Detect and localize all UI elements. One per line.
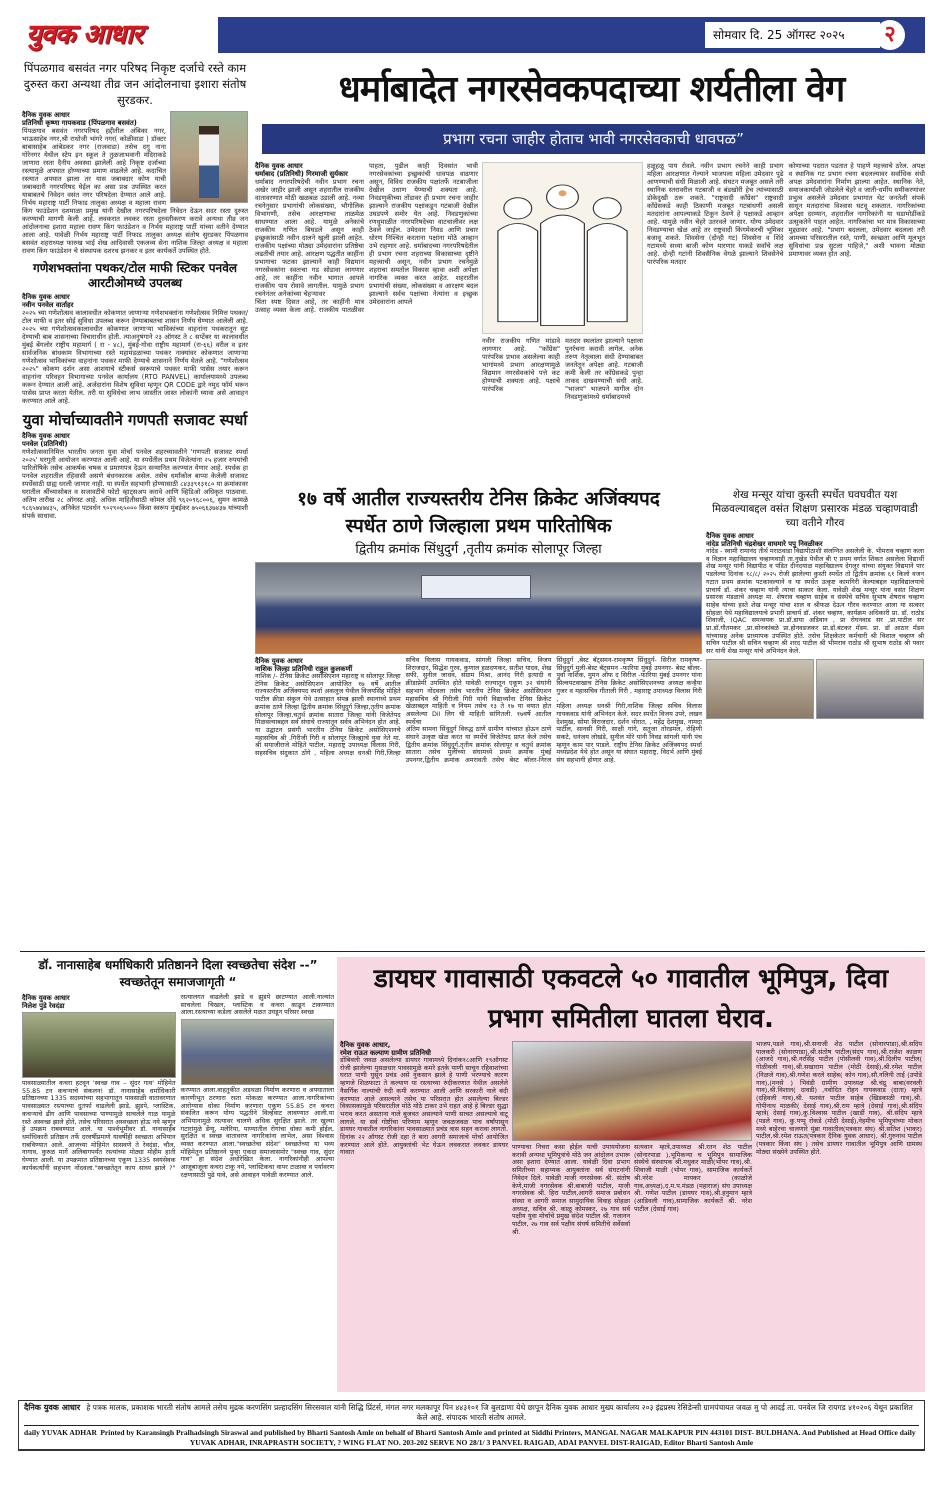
imprint-row-marathi: [24, 1403, 919, 1423]
kusti-headline: शेख मन्सूर यांचा कुस्ती स्पर्धेत घवघवीत यश मिळवल्याबद्दल वसंत शिक्षण प्रसारक मंडळ चव्हाणवाडी च्या वतीने गौरव: [712, 489, 918, 529]
lead-subhead: प्रभाग रचना जाहीर होताच भावी नगरसेवकाची धावपळ”: [262, 124, 925, 154]
section-divider: [20, 951, 925, 952]
swachh-photo-left: [22, 1012, 176, 1078]
dayghar-article-panel: [337, 957, 925, 1392]
lead-reporter: धर्माबाद (प्रतिनिधी) गिरमाजी सुर्यकार: [255, 170, 348, 178]
article-toll-headline: गणेशभक्तांना पथकर/टोल माफी स्टिकर पनवेल आरटीओमध्ये उपलब्ध: [32, 261, 238, 290]
dayghar-middle: [512, 1041, 752, 1236]
lead-byline: दैनिक युवक आधार: [255, 162, 303, 170]
tennis-team-photo: [255, 562, 702, 654]
lead-cartoon: [482, 162, 643, 334]
article-pimpalgaon-photo: [170, 111, 248, 203]
lead-column-1: धर्माबाद नगरपरिषदेची नवीन प्रभाग रचना अखेर जाहीर झाली असून शहरातील राजकीय वातावरणात मोठी खळबळ उडाली आहे. नव्या रचनेनुसार प्रभागांची लोकसंख्या, भौगोलिक विभागणी, तसेच आरक्षणाचा ताळमेळ साधण्यात आला आहे. यामुळे अनेकांचे राजकीय गणित बिघडले असून काही इच्छुकांसाठी नवीन दालने खुली झाली आहेत. राजकीय पक्षांच्या मोठ्या उमेदवारांना प्रतिष्ठेचा लढतीची तयार आहे. आरक्षण पद्धतीत काहींना प्रभागाचा फटका झाल्याने काही विद्यमान नगरसेवकांना स्वतःचा गड सोडावा लागणार आहे, तर काहींना नवीन भागात आपले राजकीय पाय रोवावे लागतील. यामुळे प्रभाग रचनेनंतर अनेकांच्या चेहऱ्यावर: [255, 178, 364, 298]
dayghar-left: [340, 1041, 508, 1236]
lead-cartoon-column: [482, 162, 643, 401]
article-pimpalgaon-reporter: प्रतिनिधी कृष्णा गायकवाड (पिंपळगाव बसवंत): [22, 119, 137, 127]
tennis-column-1: नाशिक /- टेनिस क्रिकेट असोसिएशन महाराष्ट्र व सोलापूर जिल्हा टेनिस क्रिकेट असोसिएशन आयोजित १७ वर्षे आतील राज्यस्तरीय अजिंक्यपद स्पर्धा अकलूज येथील विजयसिंह मोहिते पाटील क्रीडा संकुल येथे उत्साहात संपन्न झाली स्थानाध्ये प्रथम क्रमांक ठाणे जिल्हा द्वितीय क्रमांक सिंधुदुर्ग जिल्हा,तृतीय क्रमांक सोलापूर जिल्हा,चतुर्थ क्रमांक सातारा जिल्हा यांनी विजेतेपद मिळवल्याबद्दल सर्व संघाचे राज्यातून सर्वत्र अभिनंदन होत आहे. या उद्घाटन प्रसंगी भारतीय टेनिस क्रिकेट असोसिएशनचे महासचिव श्री .गिरीजी गिरी व सोलापूर जिल्ह्याचे युवा नेते मा. श्री सयाजीराजे मोहिते पाटील, महाराष्ट्र उपाध्यक्ष विलास गिरी, सहसचिव संदुकात ठोंगे , महिला अध्यक्ष धनश्री गिरी,जिल्हा सचिव विलास गायकवाड, सांगली जिल्हा सचिव, विजय शिराजदार, सिद्धेश गुरव, कुणाल हळदणकर, सतीश यादव, शेख सफी, सुनील जाधव, संग्राम मिश्रा, आनंद गिरी इत्यादी व क्रीडाप्रेमी उपस्थित होते यावेळी राज्यातून एकूण ३२ संघांनी सहभाग नोंदवला तसेच भारतीय टेनिस क्रिकेट असोसिएशन महासचिव श्री गिरीजी गिरी यांनी विद्यार्थ्यांना टेनिस क्रिकेट खेळाबद्दल माहिती व नियम तसेच १३ ते १७ या वयात होत असलेल्या Dil लिग ची माहिती सांगितली. १७वर्षे आतील स्पर्धेचा: [255, 656, 552, 758]
lead-headline: धर्माबादेत नगरसेवकपदाच्या शर्यतीला वेग: [338, 69, 845, 110]
kusti-photo-right: [816, 659, 924, 719]
lead-column-3: नवीन राजकीय गणित मांडावे लागणार आहे. "कॉंग्रेस" पारंपरिक प्रभाव असलेल्या काही भागांमध्ये प्रभाग आरक्षणामुळे विद्यमान नगरसेवकांचे पत्ते कट होण्याची शक्यता आहे. पक्षाचे पारंपरिक: [482, 337, 560, 393]
imprint-text-english: Printed by Karansingh Pralhadsingh Siraswal and published by Bharti Santosh Amle on behalf of Bharti Santosh Amle and printed at Siddhi Printers, MANGAL NAGAR MALKAPUR PIN 443101 DIST- BULDHANA. And Published at Head Office daily YUVAK ADHAR, INRAPRASTH SOCIETY, ? WING FLAT NO. 203-202 SERVE NO 28/1/ 3 PANVEL RAIGAD, ADAI PANVEL DIST-RAIGAD, Editor Bharti Santosh Amle: [100, 1428, 916, 1447]
article-toll-body: २०२५ च्या गणेशोत्सव कालावधीत कोकणात जाणाऱ्या गणेशभक्तांना गणेशोत्सव निमित्त पथकर/टोल माफी व इतर सोई सुविधा उपलब्ध करून देण्याबाबतचा शासन निर्णय घेण्यात आलेली आहे. २०२५ च्या गणेशोत्सवकालावधीत कोकणात जाणाऱ्या भाविकांच्या वाहनांना पथकरातून सूट देण्याची बाब शासनाच्या विचाराधीन होती. त्याअनुषंगाने २३ ऑगस्ट ते ८ सप्टेंबर या कालावधीत मुंबई बेंगलोर राष्ट्रीय महामार्ग ( रा - ४८), मुंबई-गोवा राष्ट्रीय महामार्ग (रा-६६) वरील व इतर सार्वजनिक बांधकाम विभागाच्या रस्ते महामंडळाच्या पथकर नाक्यांवर कोकणात जाणाऱ्या गणेशोत्सव भाविकांच्या वाहनांना पथकर माफी देण्याचे शासनाने निर्णय घेतले आहे. "गणेशोत्सव २०२५" कोकण दर्शन असा आशयाचे स्टीकर्स स्वरूपाचे पथकर माफी पासेस तयार करून वाहनांना परिवहन विभागाच्या पनवेल कार्यालय (RTO PANVEL) कार्यालयामध्ये उपलब्ध करून देण्यात आली आहे. अर्जदारांना विशेष सुविधा म्हणून QR CODE द्वारे नमुद फॉर्म भरून पासेस प्राप्त करता येतील. तरी या सुविधेचा लाभ जास्तीत जास्त लोकांनी घ्यावा असे आवाहन करण्यात आले आहे.: [22, 309, 248, 405]
issue-date: सोमवार दि. 25 ऑगस्ट २०२५: [705, 22, 880, 48]
dayghar-body: [340, 1041, 922, 1236]
lead-column-5: कोणाच्या पदरात पडतात हे पाहणे महत्त्वाचे ठरेल. अपक्ष व स्थानिक गट प्रभाग रचना बदलल्यावर सर्वाधिक संधी अपक्ष उमेदवारांना निर्माण झाल्या आहेत. स्थानिक नेते, समाजकार्याशी जोडलेले चेहरे व जाती-धर्मीय समीकरणांवर प्रभुत्व असलेले उमेदवार प्रभागात थेट जनतेशी संपर्क साधून मतदारांचा विश्वास घटवू शकतात. नागरिकांच्या अपेक्षा दरम्यान, शहरातील नागरिकांनी या घडामोडींकडे उत्सुकतेने पाहत आहेत. नागरिकांचा भर मात्र विकासाच्या मुद्द्यावर आहे. "प्रभाग बदलला, उमेदवार बदलला तरी आमच्या परिसरातील रस्ते, पाणी, स्वच्छता आणि मूलभूत सुविधांचा प्रश्न सुटला पाहिजे," अशी भावना मोठ्या प्रमाणावर व्यक्त होत आहे.: [788, 162, 925, 258]
tennis-column-2: अंतिम सामना सिंधुदुर्ग विरुद्ध ठाणे ग्रामीण यांच्यात होऊन ठाणे संघाने उत्कृष्ट खेळ करत या स्पर्धेचे विजेतेपद प्राप्त केले तसेच द्वितीय क्रमांक सिंधुदुर्ग,तृतीय क्रमांक सोलापूर व चतुर्थ क्रमांक सातारा तसेच मुलींच्या संघामध्ये प्रथम क्रमांक मुंबई उपनगर,द्वितीय क्रमांक अमरावती तसेच बेस्ट बॉलर-निरज सिंधुदुर्ग ,बेस्ट बॅट्समन-रामकृष्ण सिंधुदुर्ग- सिरीज रामकृष्ण- सिंधुदुर्ग मुली-बेस्ट बॅट्समन -फारिया मुंबई उपनगर- बेस्ट बॉलर-पुर्वा नाशिक, मुमन ऑफ द सिरीज -फारिया मुंबई उपनगर यांना सिल्वपटवाखाच टेनिस क्रिकेट असोसिएशनच्या अध्यक्ष कन्हैया गुजर व महासचिव गीताली गिरी , महाराष्ट्र उपाध्यक्ष विलास गिरी ,: [405, 656, 702, 765]
swachh-column-1: पावसाळ्यातील कचरा हटवून 'स्वच्छ गाव – सुंदर गाव' मोहिमेत 55.85 टन कचऱ्याचे संकलन! डॉ. नानासाहेब धर्माधिकारी प्रतिष्ठानच्या 1335 सदस्यांच्या सहभागातून पावसाळी वातावरणात पावसाळ्यात रस्त्याच्या दुतर्फा वाढलेली झाडे, झुडपे, प्लास्टिक, कचऱ्याचे ढीग आणि पावसाच्या पाण्यामुळे साचलेले गाळ यामुळे रस्ते अस्वच्छ झाले होते, तसेच परिसरात अस्वच्छता होऊ नये म्हणून हे उपक्रम राबवण्यात आले. या पार्श्वभूमीवर डॉ. नानासाहेब धर्माधिकारी प्रतिष्ठान तर्फे दरवर्षीप्रमाणे यावर्षीही स्वच्छता अभियान राबविण्यात आले. आजच्या मोहिमेत सासवणे ते रेवदंडा, चौल, नागाव, कुरुळ मार्गे अलिबागपर्यंत रस्त्यांच्या मोठ्या मोहीम हाती घेण्यात आली. या उपक्रमात प्रतिष्ठानच्या एकूण 1335 स्वयंसेवक कार्यकर्त्यांनी सहभाग नोंदवला."स्वच्छतेतून काय साध्य झाले ?" रस्त्यालगत वाढलेली झाडे व झुडपे छाटण्यात आली.नाल्यांत साचलेला चिखल, प्लास्टिक व कचरा काढून टाकण्यात आला.रस्त्याच्या कडेला असलेले मळत उघडून परिसर स्वच्छ: [22, 993, 334, 1172]
imprint-row-english: [24, 1428, 919, 1447]
dayghar-byline: दैनिक युवक आधार,: [340, 1041, 391, 1049]
lead-column-2: चिंता स्पष्ट दिसत आहे, तर काहींनी मात्र उत्साह व्यक्त केला आहे. राजकीय पातळीवर पाहता, पुढील काही दिवसांत भावी नगरसेवकांच्या इच्छुकांची धावपळ वाढणार असून, विविध राजकीय पक्षांतर्फे नटबाजीला देखील उधाण येण्याची शक्यता आहे. निवडणुकीच्या तोंडावर ही प्रभाग रचना जाहीर झाल्याने राजकीय पक्षांकडून गटबाजी देखील उघडपणे समोर येत आहे. निवडणुकांच्या रणधुमाळीत नगरपरिषदेच्या वाटचालीवर लक्ष ठेवले जाईल. उमेदवार निवड आणि प्रचार धोरण निश्चित करताना पक्षांना मोठे आव्हान उभे राहणार आहे. धर्माबादच्या नगरपरिषदेतील ही प्रभाग रचना शहराच्या विकासाच्या दृष्टीने महत्त्वाची असून, नवीन प्रभाग रचनेमुळे शहराचा समतोल विकास व्हावा अशी अपेक्षा नागरिक व्यक्त करत आहेत. शहरातील प्रभागांची संख्या, लोकसंख्या व आरक्षण बदल झाल्याने सर्वच पक्षांच्या नेत्यांना व इच्छुक उमेदवारांना आपले: [255, 162, 478, 314]
dayghar-column-2: पाण्याचा निचरा कसा होईल याची उपाययोजना करावी अन्यथा भूमिपुत्रांचे मोठे जन आंदोलन उभारू असा इशारा देण्यात आला. यावेळी दिवा प्रभाग समितीच्या सहाय्यक आयुक्तांना सर्व संघटनांनी निवेदन दिले. यावेळी माजी नगरसेवक श्री. संतोष केणे,माजी नगरसेवक श्री.बाबाजी पाटील, माजी नगरसेवक श्री. हिरा पाटील,आगरी समाज प्रबोधन संस्था व आगरी समाज सामुदायिक विवाह सोहळा अध्यक्ष, सचिव श्री. काळू कोमस्कर, २७ गाव सर्व पक्षीय युवा मोर्चाचे प्रमुख संदेश पाटील श्री. गजानन पाटील, २७ गाव सर्व पक्षीय संघर्ष समितीचे सर्वेसर्वा श्री.: [512, 1143, 630, 1236]
dayghar-reporter: रमेश राऊत कल्याण ग्रामीण प्रतिनिधी: [340, 1049, 431, 1057]
imprint-text-marathi: हे पत्रक मालक, प्रकाशक भारती संतोष आमले तसेच मुद्रक करणसिंग प्रल्हादसिंग सिरसवाल यांनी सिद्धि प्रिंटर्स, मंगल नगर मलकापूर पिन ४४३१०१ जि बुलडाणा येथे छापून दैनिक युवक आधार मुख्य कार्यालय २०३ इंद्रप्रस्थ रेसिडेन्सी ग्रामपंचायत जवळ मु पो आदई ता. पनवेल जि रायगड ४१०२०६ येथून प्रकाशित केले आहे. संपादक भारती संतोष आमले.: [86, 1403, 913, 1422]
article-ganpati-reporter: पनवेल (प्रतिनिधी): [22, 440, 68, 448]
tennis-headline-line2: स्पर्धेत ठाणे जिल्हाला प्रथम पारितोषिक: [345, 515, 612, 537]
imprint-divider: [24, 1425, 919, 1426]
politicians-cartoon-illustration: [483, 163, 642, 333]
article-toll-reporter: नवीन पनवेल वार्ताहर: [22, 301, 74, 309]
article-pimpalgaon-headline: पिंपळगाव बसवंत नगर परिषद निकृष्ट दर्जाचे रस्ते काम दुरुस्त करा अन्यथा तीव्र जन आंदोलनाचा इशारा संतोष सुरडकर.: [23, 61, 247, 107]
imprint-box: [18, 1400, 925, 1451]
tennis-column-3: महिला अध्यक्ष धनश्री गिरी,नाशिक जिल्हा सचिव विलास गायकवाड यांनी अभिनंदन केले. सदर स्पर्धेत विजय उपरे, लखन देशमुख, सोमा विराजदार, दर्शन थोरात, , महेंद्र देशमुख, नामदा पाटील, सानसी गिरी, साक्षी गांगे, सतुजा तोरडमल, रोहिणी सकटे, धनंजय लोखंडे, सुनील मोरे यांनी निवड सांगली यांनी पंच म्हणून काम पार पाडले. राष्ट्रीय टेनिस क्रिकेट अजिंक्यपद स्पर्धा मध्यप्रदेश येथे होत असून या संघात महाराष्ट्र, विदर्भ आणि मुंबई संघ सहभागी होणार आहे.: [556, 702, 702, 765]
lead-column-4: हळूहळू पाय रोवले. नवीन प्रभाग रचनेने काही प्रभाग महिला आरक्षणात गेल्याने भाजपला महिला उमेदवार पुढे आणण्याची संधी मिळाली आहे. संघटन मजबूत असले तरी स्थानिक स्तरावरील गटबाजी व बंडखोरी हेच त्यांच्यासाठी डोकेदुखी ठरू शकते. "राष्ट्रवादी कॉंग्रेस" राष्ट्रवादी काँग्रेसकडे काही ठिकाणी मजबूत गटबांधणी असली मतदारांना आपल्याकडे टिकून ठेवणे हे पक्षाकडे आव्हान आहे. यामुळे नवीन चेहरे उतरवले जाणार. योग्य उमेदवार निवडण्याचा खेळ आहे तर राष्ट्रवादी किंगमेकरची भूमिका बजावू शकते. शिवसेना (दोन्ही गट) शिवसेना व शिंदे गटामध्ये सध्या बाजी कोण मारणार याकडे सर्वांचे लक्ष आहे. दोन्ही गटांनी शिवसैनिक वेगळे झाल्याने शिवसेनेचे पारंपरिक मतदार: [647, 162, 784, 266]
kusti-reporter: नांदेड प्रतिनिधी चंद्रशेखर वाघमारे पपु निवळीकर: [706, 540, 823, 548]
lead-cartoon-text: [482, 337, 643, 401]
lead-columns-left: [255, 162, 478, 314]
tennis-headline-line1: १७ वर्षे आतील राज्यस्तरीय टेनिस क्रिकेट अजिंक्यपद: [297, 488, 660, 510]
kusti-article: [706, 488, 924, 719]
tennis-subhead: द्वितीय क्रमांक सिंधुदुर्ग ,तृतीय क्रमांक सोलापूर जिल्हा: [355, 542, 602, 557]
kusti-body: नांदेड - स्वामी रामानंद तीर्थ मराठवाडा विद्यापीठाशी संलग्नित असलेली के. भीमराव चव्हाण कला व विज्ञान महाविद्यालय चव्हाणवाडी ता.नुखेड येथील बी ए प्रथम वर्गात शिकत असलेला विद्यार्थी शेख मन्सूर यांनी विद्यापीठ व पंडित दीनदयाळ महाविद्यालय देगलूर यांच्या संयुक्त विद्यमाने पार पडलेल्या दिनांक १८/८/ २०२५ रोजी झालेल्या कुस्ती स्पर्धेत तो द्वितीय क्रमांक ६१ किलो वजन गटात प्रथम क्रमांक पटकावल्याने व या स्पर्धेत उत्कृष्ट कामगिरी केल्याबद्दल महाविद्यालयाचे प्राचार्य डॉ. शंकर चव्हाण यांनी त्याचा सत्कार केला. यावेळी शेख मन्सूर यांना वसंत शिक्षण प्रसारक मंडळाचे अध्यक्ष मा. शेषराव चव्हाण साहेब व संस्थेचे सचिव सुभाष शेषराव चव्हाण साहेब यांच्या हस्ते शेख मन्सूर यांचा शाल व श्रीफळ देऊन गौरव करण्यात आला या सत्कार सोहळा येथे महाविद्यालयाचे प्रभारी प्राचार्य डॉ. शंकर चव्हाण, कार्यक्रम अधिकारी प्रा. डॉ. राठोड शिवाजी, IQAC समन्वयक प्रा.डॉ.डाया अडिवान , प्रा रोघनवाड सर ,प्रा.पाटील सर प्रा.डॉ.गौतमकर ,प्रा.सोनकांबळे प्रा.होनवडजकर प्रा.डॉ.बंटकर मॅडम. प्रा. डॉ आठार मॅडम यांच्यासह अनेक प्राध्यापक उपस्थित होते. तसेच शिक्षकेतर कर्मचारी श्री विशाल चव्हाण श्री सचिन पाटील श्री सचिन चव्हाण श्री शरद पाटील श्री भीमराव राठोड श्री सुभाष राठोड श्री पवार सर यांनी शेख मन्सूर यांचे अभिनंदन केले.: [706, 547, 924, 656]
swachh-byline: दैनिक युवक आधार: [22, 994, 70, 1002]
dayghar-meeting-photo: [512, 1041, 752, 1141]
left-column: [22, 60, 248, 520]
dayghar-column-1: डोंबिवली जवळ असलेल्या डायघर गावामध्ये दिनांक१८आणि १९ऑगस्ट रोजी झालेल्या मुसळधार पावसामुळे कमरे इतके पाणी साचून रहिवाशांच्या घरात पाणी घुसून प्रचंड असे नुकसान झाले हे पाणी भरण्याचे कारण म्हणजे शिळफाटा ते कल्याण या रस्त्याच्या रुंदीकरणात येथील असलेले नैसर्गिक नाल्यांची रुंदी कमी करण्यात आली आणि सरकारी नाले बंदी करण्यात आले असल्याने तसेच या परिसरात होत असलेल्या बिल्डर विकासकामुळे परिसरातील मोठे मोठे टाकर उभे राहत आहे हे बिल्डर सुद्धा भराव करत असताना नाले बुजवत असल्याने पाणी साचत असल्याचे वाटू लागले. या सर्व गोष्टींचा परिणाम म्हणून जवळजवळ पाच वर्षांपासून डायघर गावातील नागरिकांना पावसाळ्यात प्रचंड त्रास सहन करावा लागतो. दिनांक २२ ऑगस्ट रोजी दहा ते बारा आगरी समाजाचे मोर्चा आयोजित करण्यात आले होते. आयुक्तांची भेट घेऊन लवकरात लवकर डायघर गावात: [340, 1056, 508, 1157]
tennis-byline: दैनिक युवक आधार: [255, 657, 303, 665]
article-pimpalgaon-body: पिंपळगाव बसवंत नगरपरिषद हद्दीतील अंबिका नगर, भाऊसाहेब नगर,श्री राधोजी भांगरे नगर( कोळीवाडा ) डॉक्टर बाबासाहेब आंबेडकर नगर (राजवाडा) तसेच दगु नाना गोरेनगर येथील स्टेप इन स्कूल ते तुळजाभवानी मंदिराकडे जाणारा रस्ता दैनीय अवस्था झालेली आहे निकृष्ट दर्जाच्या रस्त्यामुळे अपघात होण्याच्या प्रमाण वाढलेले आहे. कदाचित रस्त्यात अपघात झाला तर यास जबाबदार कोण याची जबाबदारी नगरपरिषद घेईल का असा प्रश्न उपस्थित करत याबाबतचे निवेदन वसंत नगर परिषदेला देण्यात आले आहे. निर्भय महाराष्ट्र पार्टी निफाड तालुका अध्यक्ष व महाला रावण किंग फाउंडेशन दशमाळा प्रमुख यांनी देखील नगरपरिषदेला निवेदन देऊन सदर रस्ता दुरुस्त करण्याची मागणी केली आहे. लवकरात लवकर रस्ता दुरुस्तीकरण करावे अन्यथा तीव्र जन आंदोलनाचा इशारा महाला रावण किंग फाउंडेशन व निर्भय महाराष्ट्र पार्टी यांच्या वतीने देण्यात आला आहे. यावेळी निर्भय महाराष्ट्र पार्टी निफाड तालुका अध्यक्ष संतोष सुरडकर पिंपळगाव बसवंत शहराध्यक्ष फारुख भाई शेख आदिवासी एकलव्य सेना नाशिक जिल्हा अध्यक्ष व महाला रावण किंग फाउंडेशन चे संस्थापक दशरथ झनकर व इतर कार्यकर्ते उपस्थित होते.: [22, 127, 248, 255]
newspaper-logo: युवक आधार: [18, 17, 218, 53]
article-pimpalgaon: [22, 111, 248, 255]
kusti-byline: दैनिक युवक आधार: [706, 532, 754, 540]
tennis-article: [255, 486, 702, 765]
swachh-reporter: निलेश पुंडे रेवदंडा: [22, 1002, 65, 1010]
lead-column-3b: मतदार स्थलांतर झाल्याने पक्षाला पुनर्रचना करावी लागेल. अनेक तरुण नेतृत्वाला संधी देण्याबाबत जनतेतून अपेक्षा आहे. गटबाजी कमी केली तर कॉंग्रेसकडे पुन्हा ताकद दाखवण्याची संधी आहे. "भाजप" भाजपने मागील दोन निवडणुकांमध्ये धर्माबादमध्ये: [565, 337, 643, 401]
swachh-photo-right: [181, 1019, 335, 1085]
article-ganpati-byline: दैनिक युवक आधार: [22, 432, 70, 440]
swachh-columns: [22, 994, 334, 1180]
swachh-headline: डॉ. नानासाहेब धर्माधिकारी प्रतिष्ठानने दिला स्वच्छतेचा संदेश --” स्वच्छतेतून समाजजागृती “: [38, 958, 318, 989]
tournament-banner: [421, 575, 531, 599]
article-ganpati-body: गणेशोत्सवानिमित्त भारतीय जनता युवा मोर्चा पनवेल शहरच्यावतीने 'गणपती सजावट स्पर्धा २०२५' घरगुती आयोजन करण्यात आली आहे. या स्पर्धेतील प्रथम विजेत्यांना २५ हजार रुपयांची पारितोषिके तसेच आकर्षक चषक व प्रमाणपत्र देऊन सन्मानित करण्यात येणार आहे. स्पर्धक हा पनवेल शहरातील रहिवासी असणे बंधनकारक असेल. तसेच धर्मांकोल बाप्पा केलेली सजावट स्पर्धेसाठी ग्राह्य धरली जाणार नाही. या स्पर्धेत सहभागी होण्यासाठी ८४३३९१३१८० या क्रमांकावर घरातील श्रींच्यासोबत व सजावटीचे फोटो व्हाट्सअप करावे आणि व्हिडिओ अधिकृत पाठवावा. अंतिम तारीख २८ ऑगस्ट आहे. अधिक माहितीसाठी कोमल दोंदे ९६२०९६८००६, सुमन कामळे ९८६५७४७४३५, अनिकेत पटवर्धन ९०२९०६५००० किंवा स्वरूप मुंबईकर ७५०६६३७४३७ यांच्याशी संपर्क साधावा.: [22, 448, 248, 520]
kusti-photos: [706, 659, 924, 719]
tennis-columns: [255, 562, 702, 765]
tennis-reporter: नाशिक जिल्हा प्रतिनिधी राहुल कुलकर्णी: [255, 665, 353, 673]
kusti-photo-left: [706, 659, 814, 719]
dayghar-column-3: सत्यवान म्हात्रे,उपाध्यक्ष श्री.रतन शेठ पाटील (सोनारपाडा ),भूमिकन्या च भूमिपुत्र सामाजिक संस्थेचे संस्थापक श्री.मधुकर माळी(भोपर गाव),श्री. शिवाजी माळी (भोपर गाव), सामाजिक कार्यकर्ते श्री.नरेश मायकर (काळोजे गाव,अध्यक्ष),द.म.प.मंडळ (महाराज) संघ उपाध्यक्ष श्री. गणेश पाटील (डायघर गाव),श्री.हनुमान म्हात्रे (आडिवली गाव),सामाजिक कार्यकर्ते श्री. नरेश पाटील (देसाई गाव): [634, 1143, 752, 1213]
article-toll-byline: दैनिक युवक आधार: [22, 293, 70, 301]
article-pimpalgaon-byline: दैनिक युवक आधार: [22, 111, 70, 119]
page-number: २: [875, 20, 905, 50]
swachh-column-2: करण्यात आला.वाहतुकीत अडथळा निर्माण करणारा व अपघाताला कारणीभूत ठरणारा रस्ता मोकळा करण्यात आला.नागरिकांच्या आरोग्यास धोका निर्माण करणारा एकूण 55.85 टन कचरा संकलित करून योग्य पद्धतीने विल्हेवाट लावण्यात आली.या अभियानामुळे रस्त्यावर चालणे अधिक सुरक्षित झाले. तर खुल्या गटारांमुळे डेंग्यू, मलेरिया, पाण्यातील रोगांचा धोका कमी होईल, सुरक्षित व स्वच्छ वातावरण नागरिकांना लाभेल, असा विश्वास व्यक्त करण्यात आला."स्वच्छतेचा संदेश" स्वच्छतेच्या या भव्य मोहिमेतून प्रतिष्ठानने पुन्हा एकदा समाजासमोर "स्वच्छ गाव, सुंदर गाव" हा संदेश अधोरेखित केला. नागरिकांनीही आपल्या आजूबाजूला कचरा टाकू नये, प्लास्टिकचा वापर टाळावा व पर्यावरण रक्षणासाठी पुढे यावे, असे आवाहन यावेळी करण्यात आले.: [180, 1086, 334, 1179]
imprint-label-english: daily YUVAK ADHAR: [24, 1428, 97, 1437]
dayghar-column-4: भाजप,पडले गाव),श्री.सनाजी शेठ पाटील (सोनारपाडा),श्री.सदिप पालकरी (सोनारपाडा),श्री.संतोष पाटील(संदप गाव),श्री.राजेश काळण (आजदे गाव),श्री.नरसिंह पाटील (पोसीलवी गाव),श्री.दिलीप पाटील( गोळीवली गाव),श्री.सखाराम पाटील (मोठी देसाई),श्री.रमेश पाटील (निळजे गाव),श्री.गणेश करले साहेब( कोन गाव),सौ.नलिनी ताई (उपोडे गाव),(मनसे ) भिवंडी ग्रामीण उपाध्यक्ष श्री.चंद्रु बाबा(वरवली गाव),श्री.विशाल( दावडी) ,नवोदित रोहन गायकवाड (दाता) म्हात्रे (दहिवली गाव),श्री. यशवंत पाटील साहेब (खिडकाळी गाव),श्री. गोपीनाथ माळकी( देसाई गाव),श्री.राम म्हात्रे (देसाई गाव),श्री.संदिप म्हात्रे( देसाई गाव),कु.विश्वास पाटील (खार्डी गाव), श्री.संदिप म्हात्रे (पडले गाव), कु.पप्पू रोकडे (मोठी देसाई),नेहमीच भूमिपुत्रांच्या मोकत मध्ये बाहेरचा चालणारे मुंब्रा गावातील(पत्रकार संघ) श्री.सतिश (भाकर) पाटील,श्री.रमेश राऊत(पत्रकार दैनिक युवक आधार), श्री.गुरुनाथ पाटील (पत्रकार किंवा संघ ) तसेच डायघर गावातील भूमिपुत्र आणि ग्रामस्थ मोठ्या संख्येने उपस्थित होते.: [756, 1040, 922, 1156]
imprint-label-marathi: दैनिक युवक आधार: [24, 1403, 81, 1412]
dayghar-middle-text: [512, 1144, 752, 1236]
article-ganpati-headline: युवा मोर्चाच्यावतीने गणपती सजावट स्पर्धा: [22, 411, 248, 429]
swachh-article: [22, 957, 334, 1180]
lead-columns-right: [647, 162, 925, 266]
dayghar-headline: डायघर गावासाठी एकवटले ५० गावातील भूमिपुत्र, दिवा प्रभाग समितीला घातला घेराव.: [373, 964, 889, 1034]
person-figure: [199, 126, 219, 198]
